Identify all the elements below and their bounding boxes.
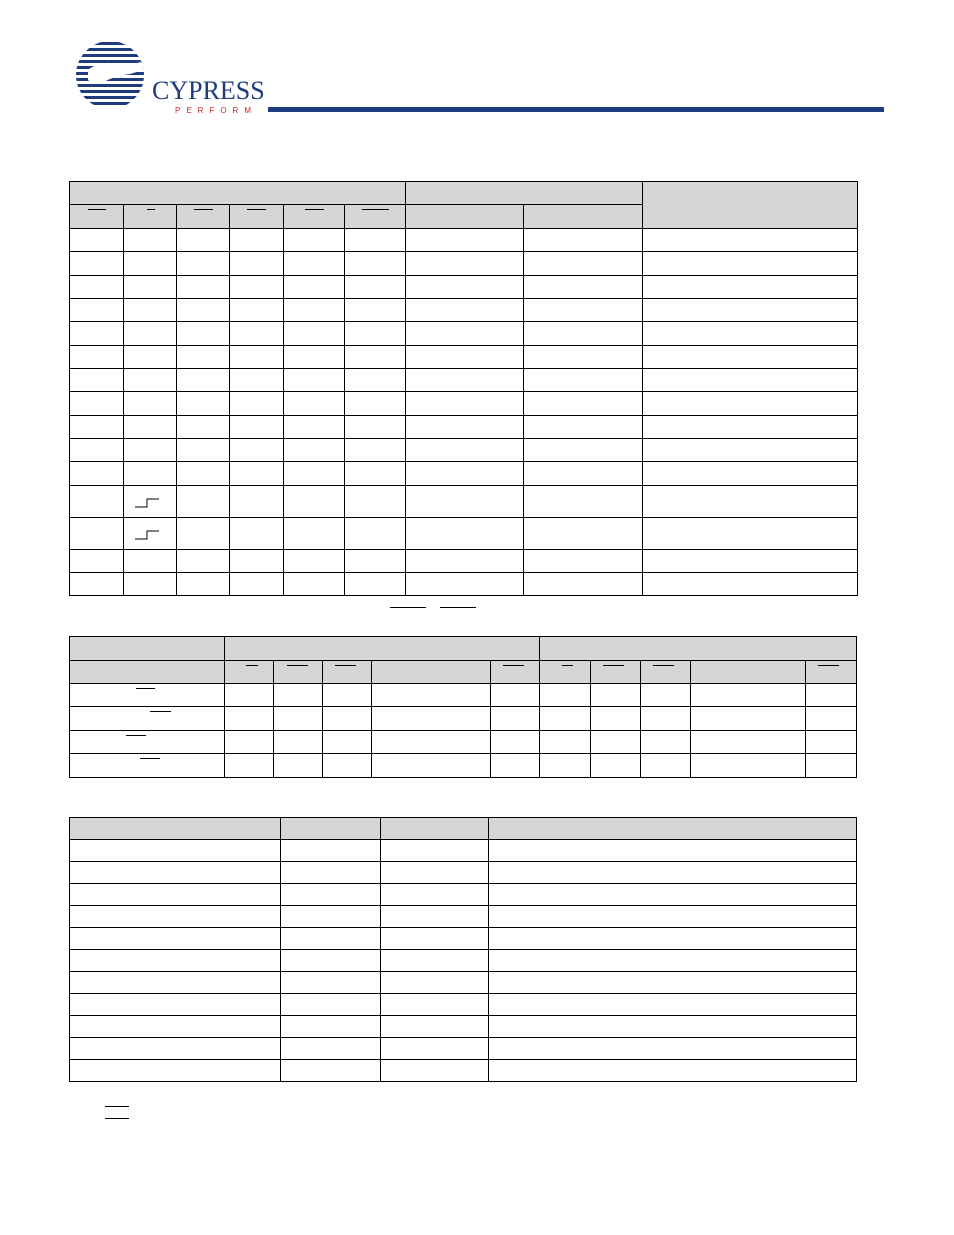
table-row bbox=[70, 707, 857, 731]
table-header-cell bbox=[70, 661, 225, 684]
table-header-cell bbox=[524, 205, 643, 229]
table-row bbox=[70, 346, 858, 369]
table-header-cell bbox=[70, 637, 225, 661]
table-row bbox=[70, 1038, 857, 1060]
table-header-cell bbox=[70, 205, 124, 229]
table-header-cell bbox=[225, 661, 274, 684]
table-header-cell bbox=[540, 637, 857, 661]
table-row bbox=[70, 950, 857, 972]
table-row bbox=[70, 1060, 857, 1082]
footnote-overline bbox=[105, 1106, 129, 1107]
brand-name: CYPRESS bbox=[152, 76, 265, 105]
table-header-cell bbox=[489, 818, 857, 840]
table-header-cell bbox=[177, 205, 230, 229]
table-row bbox=[70, 684, 857, 707]
table-header-cell bbox=[806, 661, 857, 684]
table-header-cell bbox=[281, 818, 381, 840]
table-row bbox=[70, 486, 858, 518]
table-row bbox=[70, 994, 857, 1016]
table-header-cell bbox=[641, 661, 691, 684]
table-row bbox=[70, 928, 857, 950]
table-row bbox=[70, 862, 857, 884]
truth-table bbox=[69, 181, 858, 596]
table-row bbox=[70, 392, 858, 416]
table-row bbox=[70, 550, 858, 573]
table-header-cell bbox=[381, 818, 489, 840]
table-header-cell bbox=[691, 661, 806, 684]
brand-tagline: PERFORM bbox=[175, 106, 257, 115]
table-header-cell bbox=[225, 637, 540, 661]
table-row bbox=[70, 276, 858, 299]
table-header-cell bbox=[323, 661, 372, 684]
note-overline bbox=[440, 607, 476, 608]
note-overline bbox=[390, 607, 426, 608]
table-header-cell bbox=[70, 818, 281, 840]
table-header-cell bbox=[274, 661, 323, 684]
table-row bbox=[70, 416, 858, 439]
table-header-cell bbox=[406, 182, 643, 205]
table-header-cell bbox=[70, 182, 406, 205]
table-header-cell bbox=[284, 205, 345, 229]
table-row bbox=[70, 754, 857, 778]
table-row bbox=[70, 229, 858, 252]
table-header-cell bbox=[345, 205, 406, 229]
table-row bbox=[70, 906, 857, 928]
table-row bbox=[70, 972, 857, 994]
rising-edge-icon bbox=[135, 530, 159, 540]
footnote-overline bbox=[105, 1118, 129, 1119]
rising-edge-icon bbox=[135, 498, 159, 508]
table-row bbox=[70, 439, 858, 462]
table-row bbox=[70, 252, 858, 276]
table-header-cell bbox=[372, 661, 491, 684]
table-header-cell bbox=[591, 661, 641, 684]
table-header-cell bbox=[540, 661, 591, 684]
write-cycle-table bbox=[69, 636, 857, 778]
table-row bbox=[70, 518, 858, 550]
table-row bbox=[70, 840, 857, 862]
globe-logo-icon bbox=[70, 40, 150, 110]
table-header-cell bbox=[491, 661, 540, 684]
table-header-cell bbox=[230, 205, 284, 229]
table-header-cell bbox=[643, 182, 858, 229]
table-row bbox=[70, 1016, 857, 1038]
table-header-cell bbox=[124, 205, 177, 229]
header-rule bbox=[268, 107, 884, 112]
table-row bbox=[70, 884, 857, 906]
table-row bbox=[70, 369, 858, 392]
table-row bbox=[70, 573, 858, 596]
parameter-table bbox=[69, 817, 857, 1082]
table-header-cell bbox=[406, 205, 524, 229]
table-row bbox=[70, 462, 858, 486]
table-row bbox=[70, 299, 858, 322]
table-row bbox=[70, 731, 857, 754]
table-row bbox=[70, 322, 858, 346]
